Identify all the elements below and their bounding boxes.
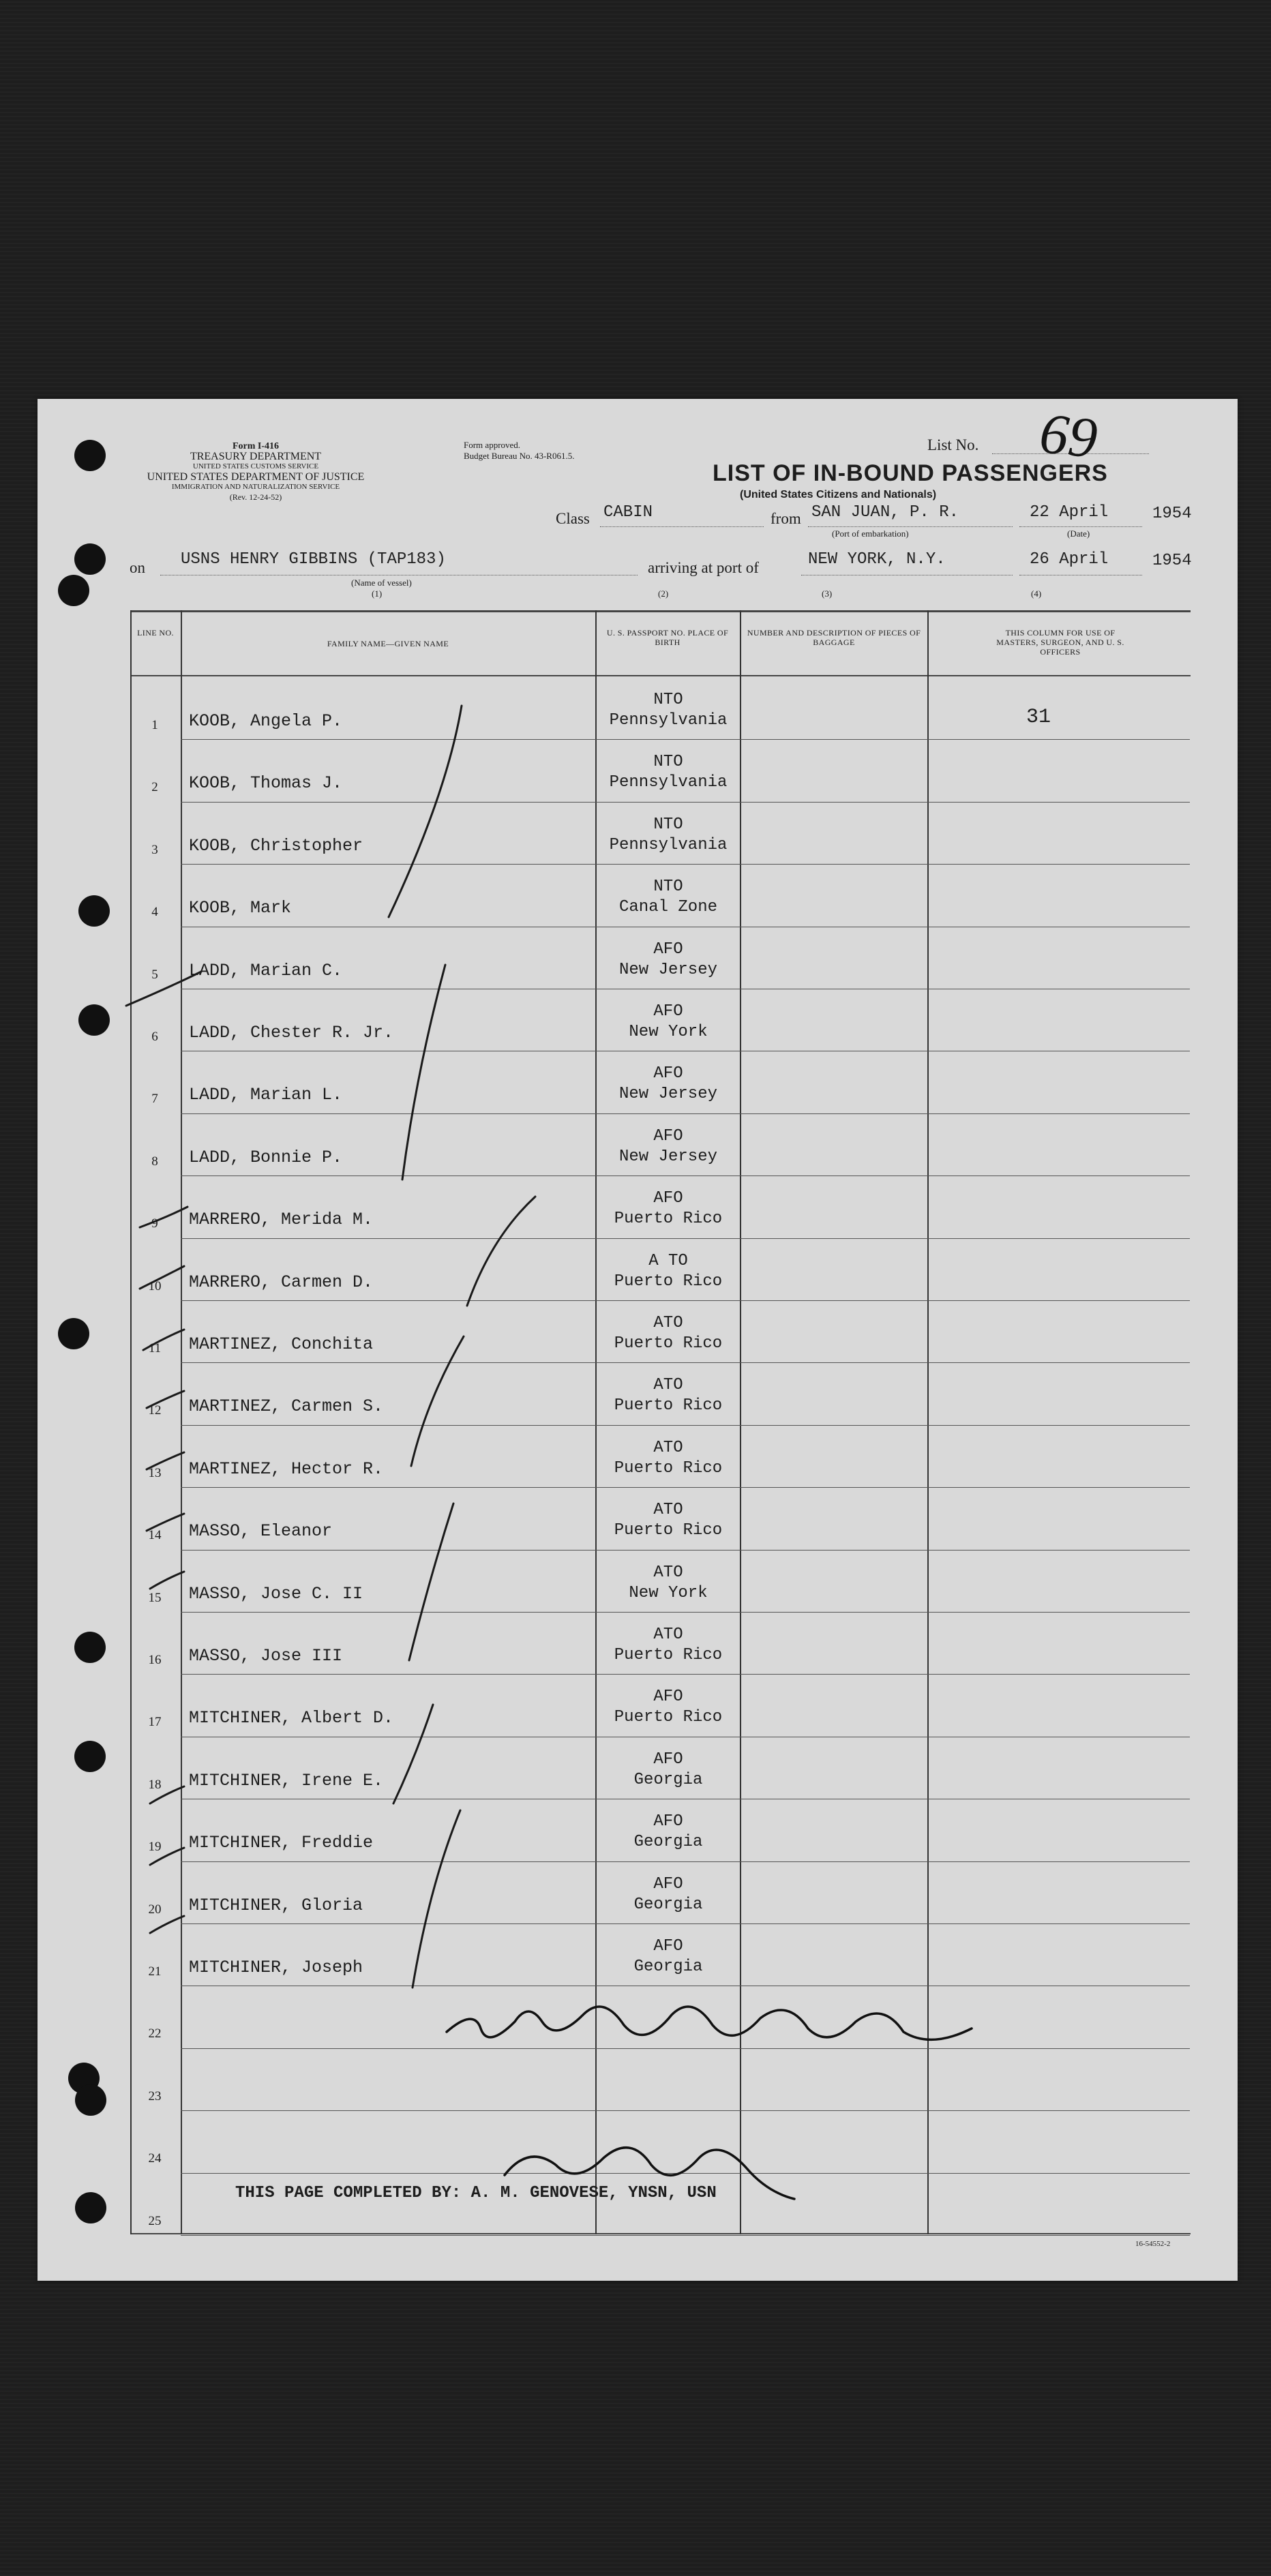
place-of-birth: Georgia — [633, 1958, 703, 1976]
passport-code: ATO — [653, 1501, 683, 1520]
arrival-date: 26 April — [1030, 550, 1109, 569]
passport-code: AFO — [653, 1126, 683, 1145]
tally-stroke — [409, 1503, 453, 1660]
place-of-birth: Puerto Rico — [614, 1210, 723, 1229]
row-line-number: 24 — [148, 2151, 162, 2166]
passport-code: AFO — [653, 1688, 683, 1707]
place-of-birth: Georgia — [633, 1895, 703, 1914]
column-header-name: FAMILY NAME—GIVEN NAME — [327, 639, 449, 648]
tick-mark — [150, 1786, 184, 1803]
passenger-name: LADD, Marian L. — [189, 1085, 343, 1105]
passenger-name: MARRERO, Carmen D. — [189, 1272, 374, 1292]
tally-stroke — [411, 1336, 464, 1466]
row-line-number: 8 — [151, 1154, 158, 1169]
passport-code: AFO — [653, 1937, 683, 1956]
column-header-officers: THIS COLUMN FOR USE OF MASTERS, SURGEON, AND U. S. OFFICERS — [996, 628, 1124, 657]
officer-note: 31 — [1026, 706, 1051, 729]
form-code: 16-54552-2 — [1135, 2240, 1171, 2248]
immigration-name: IMMIGRATION AND NATURALIZATION SERVICE — [171, 483, 340, 491]
passport-code: NTO — [653, 815, 683, 834]
passenger-name: MITCHINER, Freddie — [189, 1833, 374, 1853]
passport-code: AFO — [653, 1874, 683, 1893]
place-of-birth: Puerto Rico — [614, 1458, 723, 1478]
place-of-birth: Puerto Rico — [614, 1334, 723, 1353]
passport-code: AFO — [653, 1002, 683, 1021]
row-line-number: 1 — [151, 718, 158, 732]
row-line-number: 10 — [148, 1278, 162, 1293]
port-caption: (Port of embarkation) — [832, 528, 909, 539]
passport-code: AFO — [653, 1750, 683, 1769]
row-line-number: 25 — [148, 2213, 162, 2228]
arriving-label: arriving at port of — [648, 559, 759, 576]
row-line-number: 11 — [148, 1341, 162, 1356]
tick-mark — [140, 1207, 188, 1227]
tick-mark — [147, 1452, 184, 1469]
row-line-number: 18 — [148, 1777, 162, 1792]
row-line-number: 6 — [151, 1030, 158, 1044]
row-line-number: 12 — [148, 1403, 162, 1418]
row-line-number: 17 — [148, 1715, 162, 1730]
row-line-number: 7 — [151, 1092, 158, 1107]
passenger-name: KOOB, Thomas J. — [189, 773, 343, 794]
place-of-birth: Pennsylvania — [609, 773, 728, 792]
depart-year: 1954 — [1152, 505, 1192, 523]
manifest-page — [38, 399, 1238, 2281]
passenger-name: LADD, Marian C. — [189, 960, 343, 980]
approval-line-2: Budget Bureau No. 43-R061.5. — [464, 451, 575, 461]
list-no-label: List No. — [927, 436, 979, 453]
passenger-name: MARTINEZ, Hector R. — [189, 1458, 384, 1479]
tick-mark — [147, 1391, 184, 1408]
row-line-number: 21 — [148, 1964, 162, 1979]
passenger-name: MASSO, Eleanor — [189, 1521, 333, 1542]
passport-code: AFO — [653, 940, 683, 959]
row-line-number: 2 — [151, 780, 158, 795]
tally-stroke — [413, 1810, 460, 1988]
tally-stroke — [467, 1197, 535, 1306]
row-line-number: 23 — [148, 2088, 162, 2103]
place-of-birth: Canal Zone — [618, 898, 718, 917]
handwritten-marks — [38, 399, 1238, 2281]
place-of-birth: New Jersey — [618, 960, 718, 979]
passport-code: A TO — [648, 1251, 688, 1270]
row-line-number: 15 — [148, 1590, 162, 1605]
passenger-name: MARTINEZ, Conchita — [189, 1334, 374, 1354]
tick-mark — [143, 1330, 184, 1350]
column-header-passport: U. S. PASSPORT NO. PLACE OF BIRTH — [606, 628, 729, 647]
row-line-number: 14 — [148, 1528, 162, 1543]
form-title: LIST OF IN-BOUND PASSENGERS — [713, 460, 1108, 486]
tick-mark — [140, 1266, 184, 1289]
passport-code: ATO — [653, 1626, 683, 1644]
column-number-1: (1) — [372, 588, 383, 599]
tally-stroke — [393, 1705, 433, 1803]
passenger-name: KOOB, Angela P. — [189, 711, 343, 731]
place-of-birth: New York — [629, 1023, 708, 1041]
class-value: CABIN — [603, 503, 653, 522]
column-number-3: (3) — [822, 588, 833, 599]
signature-genovese — [505, 2148, 794, 2199]
passenger-name: MITCHINER, Irene E. — [189, 1770, 384, 1791]
place-of-birth: Puerto Rico — [614, 1708, 723, 1727]
place-of-birth: New Jersey — [618, 1085, 718, 1104]
place-of-birth: Puerto Rico — [614, 1396, 723, 1416]
form-subtitle: (United States Citizens and Nationals) — [740, 489, 937, 500]
justice-name: UNITED STATES DEPARTMENT OF JUSTICE — [147, 471, 365, 483]
place-of-birth: Pennsylvania — [609, 711, 728, 730]
column-header-line-no: LINE NO. — [137, 628, 174, 638]
passport-code: AFO — [653, 1189, 683, 1208]
place-of-birth: New York — [629, 1583, 708, 1602]
passport-code: NTO — [653, 878, 683, 897]
passenger-name: KOOB, Mark — [189, 898, 292, 918]
tick-mark — [126, 972, 201, 1006]
passenger-name: MARTINEZ, Carmen S. — [189, 1396, 384, 1417]
vessel-caption: (Name of vessel) — [351, 578, 412, 588]
row-line-number: 13 — [148, 1465, 162, 1480]
passenger-name: KOOB, Christopher — [189, 835, 363, 856]
passenger-name: MITCHINER, Gloria — [189, 1895, 363, 1915]
approval-line-1: Form approved. — [464, 440, 521, 450]
row-line-number: 19 — [148, 1840, 162, 1855]
place-of-birth: Puerto Rico — [614, 1521, 723, 1540]
column-number-4: (4) — [1031, 588, 1042, 599]
place-of-birth: Puerto Rico — [614, 1646, 723, 1664]
tick-mark — [147, 1514, 184, 1531]
tick-mark — [150, 1916, 184, 1933]
place-of-birth: Pennsylvania — [609, 835, 728, 854]
passport-code: ATO — [653, 1438, 683, 1457]
passenger-name: LADD, Chester R. Jr. — [189, 1023, 394, 1043]
arrival-year: 1954 — [1152, 552, 1192, 570]
passenger-name: MITCHINER, Joseph — [189, 1958, 363, 1977]
passenger-name: LADD, Bonnie P. — [189, 1147, 343, 1167]
class-label: Class — [556, 510, 590, 527]
passenger-name: MASSO, Jose III — [189, 1646, 343, 1666]
place-of-birth: New Jersey — [618, 1147, 718, 1166]
place-of-birth: Puerto Rico — [614, 1272, 723, 1291]
from-value: SAN JUAN, P. R. — [811, 503, 959, 522]
passenger-name: MASSO, Jose C. II — [189, 1583, 363, 1604]
signature-hamilton — [447, 2007, 972, 2039]
passport-code: AFO — [653, 1812, 683, 1831]
customs-name: UNITED STATES CUSTOMS SERVICE — [192, 462, 319, 470]
tick-mark — [150, 1848, 184, 1865]
passport-code: ATO — [653, 1563, 683, 1582]
tally-stroke — [402, 965, 445, 1180]
from-label: from — [771, 510, 801, 527]
row-line-number: 9 — [151, 1216, 158, 1231]
depart-date: 22 April — [1030, 503, 1109, 522]
passenger-name: MITCHINER, Albert D. — [189, 1708, 394, 1728]
column-number-2: (2) — [658, 588, 669, 599]
on-label: on — [130, 559, 145, 576]
tally-stroke — [389, 706, 462, 917]
column-header-baggage: NUMBER AND DESCRIPTION OF PIECES OF BAGGAGE — [747, 628, 921, 647]
department-name: TREASURY DEPARTMENT — [190, 451, 322, 462]
place-of-birth: Georgia — [633, 1770, 703, 1789]
passport-code: ATO — [653, 1376, 683, 1395]
place-of-birth: Georgia — [633, 1833, 703, 1852]
row-line-number: 22 — [148, 2026, 162, 2041]
completed-by-note: THIS PAGE COMPLETED BY: A. M. GENOVESE, YNSN, USN — [235, 2184, 717, 2202]
passport-code: NTO — [653, 691, 683, 709]
row-line-number: 20 — [148, 1902, 162, 1917]
passport-code: ATO — [653, 1314, 683, 1332]
row-line-number: 3 — [151, 842, 158, 857]
row-line-number: 16 — [148, 1653, 162, 1667]
vessel-name: USNS HENRY GIBBINS (TAP183) — [181, 550, 446, 569]
list-no-value: 69 — [1036, 401, 1101, 471]
row-line-number: 5 — [151, 967, 158, 982]
revision-date: (Rev. 12-24-52) — [229, 492, 282, 502]
passenger-name: MARRERO, Merida M. — [189, 1210, 374, 1230]
tick-mark — [150, 1572, 184, 1589]
form-number: Form I-416 — [232, 441, 280, 451]
date-caption: (Date) — [1067, 528, 1090, 539]
passport-code: AFO — [653, 1064, 683, 1083]
arrival-port: NEW YORK, N.Y. — [808, 550, 946, 569]
passport-code: NTO — [653, 753, 683, 772]
row-line-number: 4 — [151, 905, 158, 920]
